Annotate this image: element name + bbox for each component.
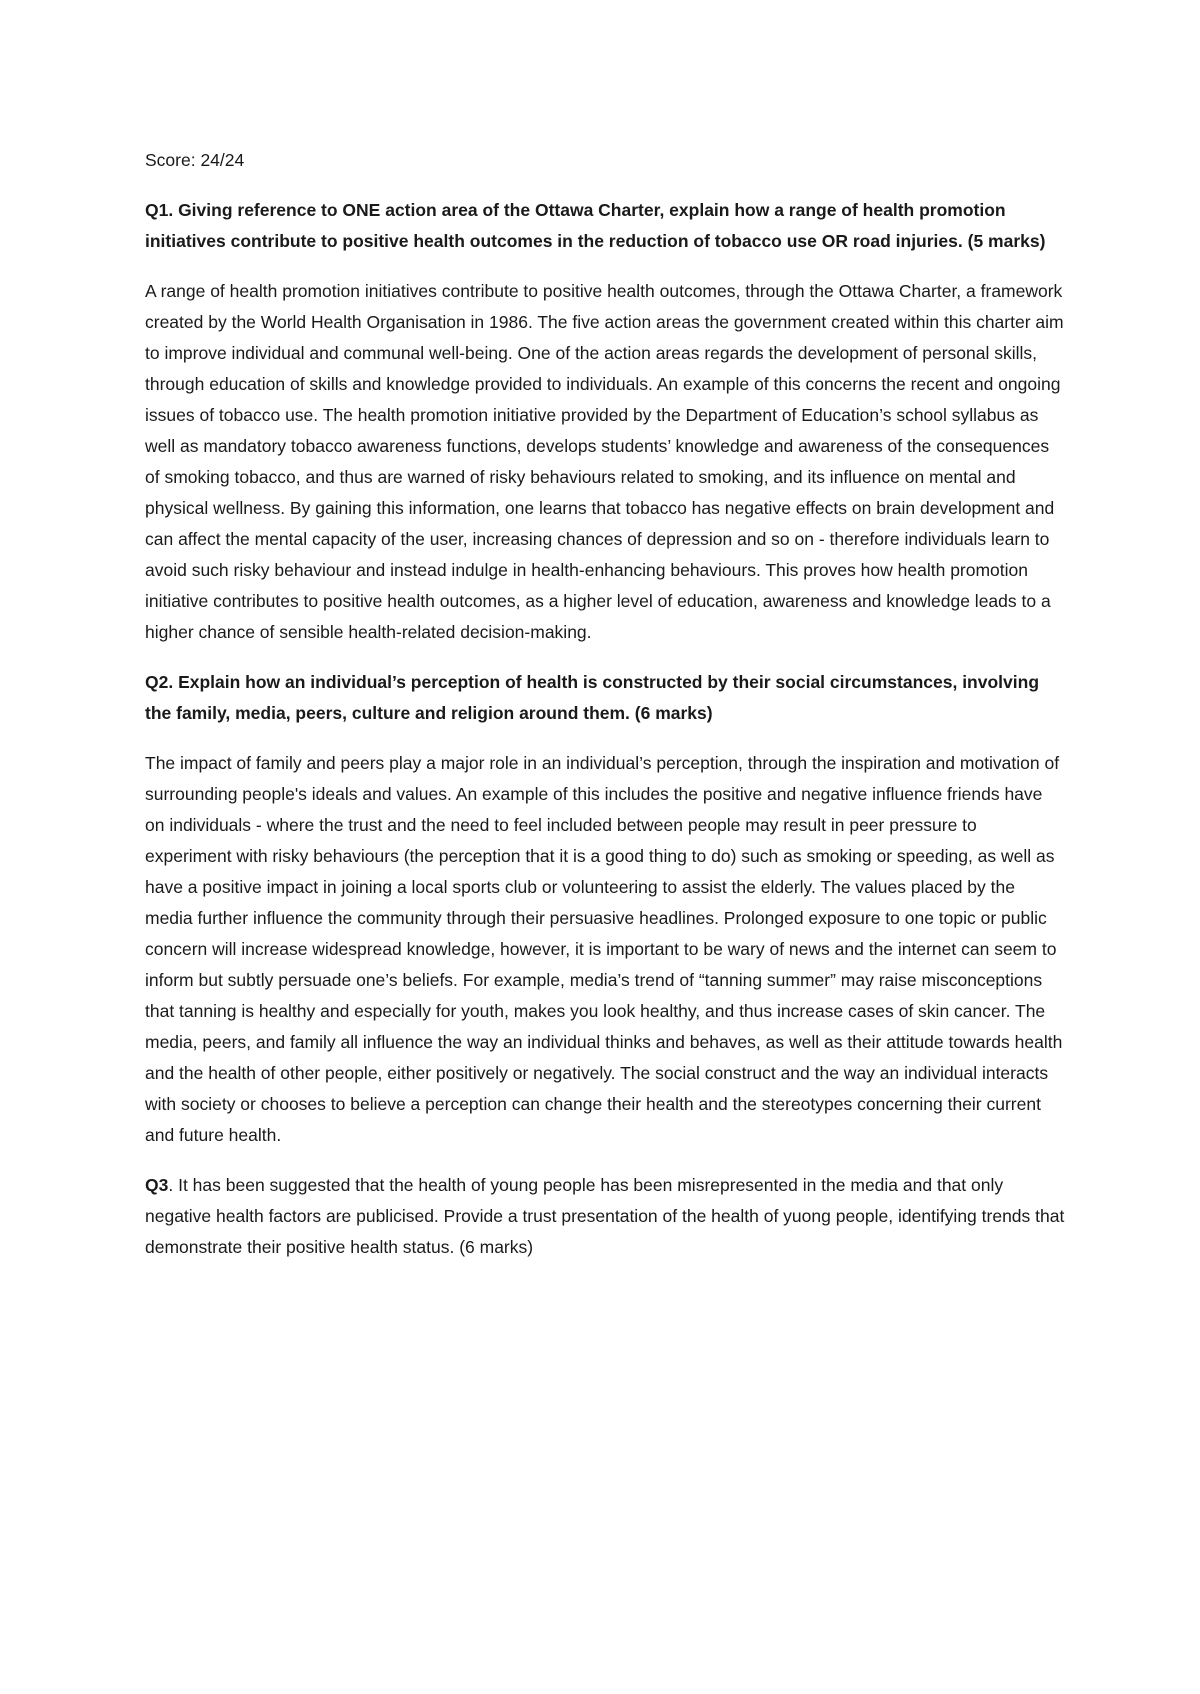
answer-1: A range of health promotion initiatives contribute to positive health outcomes, through the Ottawa Charter, a framework created by the World Health Organisation in 1986. The five action areas the government created within this charter aim to improve individual and communal well-being. One of the action areas regards the development of personal skills, through education of skills and knowledge provided to individuals. An example of this concerns the recent and ongoing issues of tobacco use. The health promotion initiative provided by the Department of Education’s school syllabus as well as mandatory tobacco awareness functions, develops students’ knowledge and awareness of the consequences of smoking tobacco, and thus are warned of risky behaviours related to smoking, and its influence on mental and physical wellness. By gaining this information, one learns that tobacco has negative effects on brain development and can affect the mental capacity of the user, increasing chances of depression and so on - therefore individuals learn to avoid such risky behaviour and instead indulge in health-enhancing behaviours. This proves how health promotion initiative contributes to positive health outcomes, as a higher level of education, awareness and knowledge leads to a higher chance of sensible health-related decision-making. bbox=[145, 281, 1064, 642]
document-body bbox=[145, 145, 1065, 1282]
answer-2: The impact of family and peers play a major role in an individual’s perception, through the inspiration and motivation of surrounding people's ideals and values. An example of this includes the positive and negative influence friends have on individuals - where the trust and the need to feel included between people may result in peer pressure to experiment with risky behaviours (the perception that it is a good thing to do) such as smoking or speeding, as well as have a positive impact in joining a local sports club or volunteering to assist the elderly. The values placed by the media further influence the community through their persuasive headlines. Prolonged exposure to one topic or public concern will increase widespread knowledge, however, it is important to be wary of news and the internet can seem to inform but subtly persuade one’s beliefs. For example, media’s trend of “tanning summer” may raise misconceptions that tanning is healthy and especially for youth, makes you look healthy, and thus increase cases of skin cancer. The media, peers, and family all influence the way an individual thinks and behaves, as well as their attitude towards health and the health of other people, either positively or negatively. The social construct and the way an individual interacts with society or chooses to believe a perception can change their health and the stereotypes concerning their current and future health. bbox=[145, 753, 1063, 1145]
question-1: Q1. Giving reference to ONE action area of the Ottawa Charter, explain how a range of health promotion initiatives contribute to positive health outcomes in the reduction of tobacco use OR road injuries. (5 marks) bbox=[145, 200, 1046, 251]
score-line: Score: 24/24 bbox=[145, 150, 245, 170]
question-3 bbox=[145, 1170, 1065, 1263]
question-3-text: . It has been suggested that the health of young people has been misrepresented in the media and that only negative health factors are publicised. Provide a trust presentation of the health of yuong people, identifying trends that demonstrate their positive health status. (6 marks) bbox=[145, 1175, 1065, 1257]
question-3-number: Q3 bbox=[145, 1175, 169, 1195]
question-2: Q2. Explain how an individual’s perception of health is constructed by their social circumstances, involving the family, media, peers, culture and religion around them. (6 marks) bbox=[145, 672, 1040, 723]
